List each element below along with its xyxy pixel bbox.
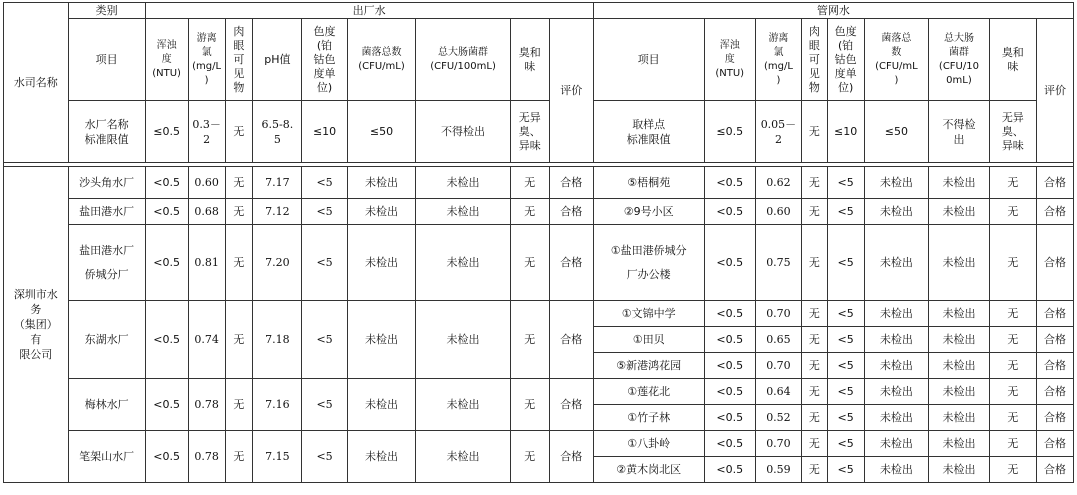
network-coliform: 未检出 xyxy=(929,379,990,405)
network-site: ①莲花北 xyxy=(593,379,704,405)
network-turbidity: <0.5 xyxy=(704,225,755,301)
network-color-header: 色度 (铂 钴色 度单 位) xyxy=(827,19,864,101)
network-site: ②9号小区 xyxy=(593,199,704,225)
network-limit-label: 取样点 标准限值 xyxy=(593,101,704,163)
network-site: ②黄木岗北区 xyxy=(593,457,704,483)
ph-header: pH值 xyxy=(253,19,302,101)
network-visible-limit: 无 xyxy=(802,101,828,163)
factory-chlorine: 0.78 xyxy=(188,431,225,483)
factory-limit-label: 水厂名称 标准限值 xyxy=(68,101,145,163)
network-colony: 未检出 xyxy=(864,167,929,199)
item-header: 项目 xyxy=(68,19,145,101)
factory-coliform: 未检出 xyxy=(416,199,510,225)
network-coliform: 未检出 xyxy=(929,457,990,483)
factory-coliform: 未检出 xyxy=(416,431,510,483)
network-site: ①八卦岭 xyxy=(593,431,704,457)
factory-name: 盐田港水厂 侨城分厂 xyxy=(68,225,145,301)
factory-color: <5 xyxy=(302,225,347,301)
network-colony: 未检出 xyxy=(864,199,929,225)
factory-evaluation: 合格 xyxy=(549,199,593,225)
factory-coliform: 未检出 xyxy=(416,301,510,379)
factory-evaluation: 合格 xyxy=(549,379,593,431)
factory-evaluation: 合格 xyxy=(549,301,593,379)
network-chlorine: 0.60 xyxy=(755,199,801,225)
factory-visible: 无 xyxy=(225,301,253,379)
network-coliform: 未检出 xyxy=(929,327,990,353)
header-row-groups xyxy=(4,3,1074,19)
factory-ph: 7.18 xyxy=(253,301,302,379)
factory-name: 沙头角水厂 xyxy=(68,167,145,199)
odor-header: 臭和 味 xyxy=(510,19,549,101)
network-odor: 无 xyxy=(989,225,1036,301)
header-row-items xyxy=(4,19,1074,101)
network-chlorine-header: 游离 氯 (mg/L ) xyxy=(755,19,801,101)
factory-coliform: 未检出 xyxy=(416,225,510,301)
turbidity-header: 浑浊 度 (NTU) xyxy=(145,19,188,101)
factory-odor: 无 xyxy=(510,431,549,483)
network-visible: 无 xyxy=(802,379,828,405)
visible-limit: 无 xyxy=(225,101,253,163)
network-evaluation: 合格 xyxy=(1036,353,1073,379)
factory-chlorine: 0.74 xyxy=(188,301,225,379)
network-chlorine: 0.70 xyxy=(755,431,801,457)
network-turbidity: <0.5 xyxy=(704,167,755,199)
factory-color: <5 xyxy=(302,199,347,225)
network-odor: 无 xyxy=(989,353,1036,379)
network-evaluation: 合格 xyxy=(1036,301,1073,327)
factory-colony: 未检出 xyxy=(347,167,416,199)
factory-chlorine: 0.60 xyxy=(188,167,225,199)
network-evaluation-header: 评价 xyxy=(1036,19,1073,163)
factory-chlorine: 0.68 xyxy=(188,199,225,225)
network-water-group-header: 管网水 xyxy=(593,3,1073,19)
network-coliform: 未检出 xyxy=(929,431,990,457)
network-turbidity: <0.5 xyxy=(704,327,755,353)
network-odor: 无 xyxy=(989,379,1036,405)
network-turbidity: <0.5 xyxy=(704,457,755,483)
factory-colony: 未检出 xyxy=(347,199,416,225)
factory-colony: 未检出 xyxy=(347,301,416,379)
network-evaluation: 合格 xyxy=(1036,379,1073,405)
factory-chlorine: 0.78 xyxy=(188,379,225,431)
network-site: ①盐田港侨城分 厂办公楼 xyxy=(593,225,704,301)
network-chlorine: 0.62 xyxy=(755,167,801,199)
factory-colony: 未检出 xyxy=(347,431,416,483)
factory-turbidity: <0.5 xyxy=(145,379,188,431)
network-color: <5 xyxy=(827,457,864,483)
factory-colony: 未检出 xyxy=(347,379,416,431)
network-odor: 无 xyxy=(989,431,1036,457)
factory-evaluation: 合格 xyxy=(549,225,593,301)
network-color: <5 xyxy=(827,225,864,301)
table-row xyxy=(4,431,1074,457)
network-colony: 未检出 xyxy=(864,457,929,483)
network-turbidity: <0.5 xyxy=(704,199,755,225)
network-colony: 未检出 xyxy=(864,225,929,301)
odor-limit: 无异 臭、 异味 xyxy=(510,101,549,163)
factory-ph: 7.15 xyxy=(253,431,302,483)
factory-color: <5 xyxy=(302,301,347,379)
factory-turbidity: <0.5 xyxy=(145,431,188,483)
network-coliform: 未检出 xyxy=(929,225,990,301)
coliform-limit: 不得检出 xyxy=(416,101,510,163)
table-row xyxy=(4,167,1074,199)
network-color-limit: ≤10 xyxy=(827,101,864,163)
network-evaluation: 合格 xyxy=(1036,457,1073,483)
factory-ph: 7.17 xyxy=(253,167,302,199)
color-limit: ≤10 xyxy=(302,101,347,163)
network-colony: 未检出 xyxy=(864,405,929,431)
network-turbidity: <0.5 xyxy=(704,301,755,327)
factory-visible: 无 xyxy=(225,225,253,301)
network-visible: 无 xyxy=(802,301,828,327)
factory-color: <5 xyxy=(302,167,347,199)
network-chlorine: 0.70 xyxy=(755,301,801,327)
network-colony-limit: ≤50 xyxy=(864,101,929,163)
network-site: ①文锦中学 xyxy=(593,301,704,327)
factory-name: 东湖水厂 xyxy=(68,301,145,379)
network-chlorine: 0.75 xyxy=(755,225,801,301)
network-site: ⑤梧桐苑 xyxy=(593,167,704,199)
factory-evaluation: 合格 xyxy=(549,431,593,483)
network-chlorine: 0.65 xyxy=(755,327,801,353)
network-visible: 无 xyxy=(802,431,828,457)
network-colony-header: 菌落总 数 (CFU/mL ) xyxy=(864,19,929,101)
network-odor: 无 xyxy=(989,199,1036,225)
table-row xyxy=(4,379,1074,405)
network-item-header: 项目 xyxy=(593,19,704,101)
factory-odor: 无 xyxy=(510,167,549,199)
network-chlorine: 0.70 xyxy=(755,353,801,379)
network-coliform: 未检出 xyxy=(929,167,990,199)
network-odor: 无 xyxy=(989,457,1036,483)
category-header: 类别 xyxy=(68,3,145,19)
network-evaluation: 合格 xyxy=(1036,199,1073,225)
network-visible: 无 xyxy=(802,457,828,483)
network-color: <5 xyxy=(827,379,864,405)
network-color: <5 xyxy=(827,301,864,327)
network-site: ①田贝 xyxy=(593,327,704,353)
network-evaluation: 合格 xyxy=(1036,405,1073,431)
color-header: 色度 (铂 钴色 度单 位) xyxy=(302,19,347,101)
company-name: 深圳市水 务 （集团） 有 限公司 xyxy=(4,167,69,483)
colony-header: 菌落总数 (CFU/mL) xyxy=(347,19,416,101)
company-column-header: 水司名称 xyxy=(4,3,69,163)
factory-odor: 无 xyxy=(510,199,549,225)
network-chlorine: 0.59 xyxy=(755,457,801,483)
factory-odor: 无 xyxy=(510,379,549,431)
factory-coliform: 未检出 xyxy=(416,167,510,199)
network-turbidity-header: 浑浊 度 (NTU) xyxy=(704,19,755,101)
factory-chlorine: 0.81 xyxy=(188,225,225,301)
network-color: <5 xyxy=(827,431,864,457)
network-colony: 未检出 xyxy=(864,301,929,327)
network-odor: 无 xyxy=(989,405,1036,431)
factory-color: <5 xyxy=(302,431,347,483)
factory-coliform: 未检出 xyxy=(416,379,510,431)
factory-visible: 无 xyxy=(225,167,253,199)
factory-name: 梅林水厂 xyxy=(68,379,145,431)
chlorine-limit: 0.3－ 2 xyxy=(188,101,225,163)
network-odor: 无 xyxy=(989,301,1036,327)
colony-limit: ≤50 xyxy=(347,101,416,163)
factory-evaluation: 合格 xyxy=(549,167,593,199)
network-turbidity: <0.5 xyxy=(704,405,755,431)
network-turbidity: <0.5 xyxy=(704,379,755,405)
network-coliform: 未检出 xyxy=(929,353,990,379)
turbidity-limit: ≤0.5 xyxy=(145,101,188,163)
network-chlorine-limit: 0.05－ 2 xyxy=(755,101,801,163)
network-colony: 未检出 xyxy=(864,327,929,353)
factory-turbidity: <0.5 xyxy=(145,301,188,379)
factory-ph: 7.16 xyxy=(253,379,302,431)
network-color: <5 xyxy=(827,405,864,431)
network-odor: 无 xyxy=(989,327,1036,353)
network-coliform: 未检出 xyxy=(929,405,990,431)
network-coliform-header: 总大肠 菌群 (CFU/10 0mL) xyxy=(929,19,990,101)
network-coliform-limit: 不得检 出 xyxy=(929,101,990,163)
standard-limits-row xyxy=(4,101,1074,163)
factory-turbidity: <0.5 xyxy=(145,225,188,301)
network-evaluation: 合格 xyxy=(1036,431,1073,457)
network-visible: 无 xyxy=(802,167,828,199)
network-colony: 未检出 xyxy=(864,353,929,379)
network-coliform: 未检出 xyxy=(929,199,990,225)
network-turbidity: <0.5 xyxy=(704,431,755,457)
network-chlorine: 0.64 xyxy=(755,379,801,405)
network-visible: 无 xyxy=(802,199,828,225)
network-coliform: 未检出 xyxy=(929,301,990,327)
network-color: <5 xyxy=(827,353,864,379)
coliform-header: 总大肠菌群 (CFU/100mL) xyxy=(416,19,510,101)
factory-visible: 无 xyxy=(225,431,253,483)
factory-ph: 7.20 xyxy=(253,225,302,301)
factory-water-group-header: 出厂水 xyxy=(145,3,593,19)
factory-visible: 无 xyxy=(225,199,253,225)
factory-name: 盐田港水厂 xyxy=(68,199,145,225)
network-visible: 无 xyxy=(802,327,828,353)
network-site: ⑤新港鸿花园 xyxy=(593,353,704,379)
visible-matter-header: 肉 眼 可 见 物 xyxy=(225,19,253,101)
table-row xyxy=(4,225,1074,301)
network-site: ①竹子林 xyxy=(593,405,704,431)
network-visible-matter-header: 肉 眼 可 见 物 xyxy=(802,19,828,101)
water-quality-table xyxy=(3,2,1074,483)
network-colony: 未检出 xyxy=(864,379,929,405)
network-odor-limit: 无异 臭、 异味 xyxy=(989,101,1036,163)
network-colony: 未检出 xyxy=(864,431,929,457)
factory-visible: 无 xyxy=(225,379,253,431)
network-visible: 无 xyxy=(802,225,828,301)
factory-turbidity: <0.5 xyxy=(145,199,188,225)
network-evaluation: 合格 xyxy=(1036,225,1073,301)
network-color: <5 xyxy=(827,199,864,225)
factory-colony: 未检出 xyxy=(347,225,416,301)
network-evaluation: 合格 xyxy=(1036,167,1073,199)
network-evaluation: 合格 xyxy=(1036,327,1073,353)
table-row xyxy=(4,301,1074,327)
network-turbidity-limit: ≤0.5 xyxy=(704,101,755,163)
network-visible: 无 xyxy=(802,353,828,379)
chlorine-header: 游离 氯 (mg/L ) xyxy=(188,19,225,101)
factory-ph: 7.12 xyxy=(253,199,302,225)
table-row xyxy=(4,199,1074,225)
network-visible: 无 xyxy=(802,405,828,431)
factory-name: 笔架山水厂 xyxy=(68,431,145,483)
network-odor: 无 xyxy=(989,167,1036,199)
factory-turbidity: <0.5 xyxy=(145,167,188,199)
network-chlorine: 0.52 xyxy=(755,405,801,431)
network-color: <5 xyxy=(827,167,864,199)
factory-color: <5 xyxy=(302,379,347,431)
network-odor-header: 臭和 味 xyxy=(989,19,1036,101)
factory-odor: 无 xyxy=(510,225,549,301)
ph-limit: 6.5-8. 5 xyxy=(253,101,302,163)
network-color: <5 xyxy=(827,327,864,353)
network-turbidity: <0.5 xyxy=(704,353,755,379)
evaluation-header: 评价 xyxy=(549,19,593,163)
factory-odor: 无 xyxy=(510,301,549,379)
